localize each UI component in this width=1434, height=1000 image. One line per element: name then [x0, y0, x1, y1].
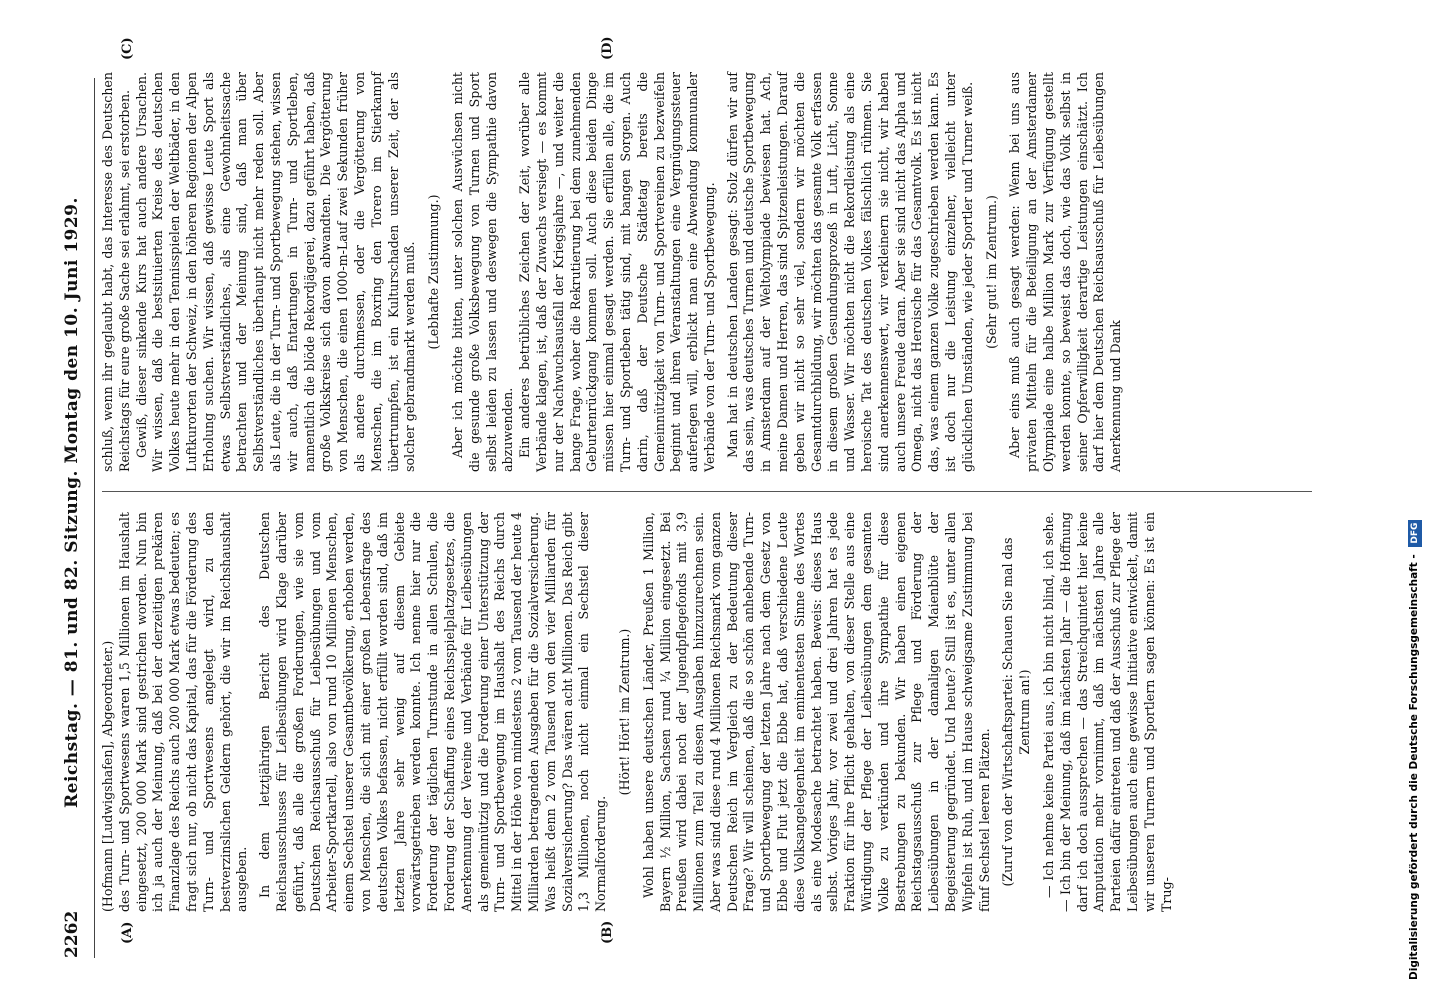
credit-text: Digitalisierung gefördert durch die Deutsche Forschungsgemeinschaft -	[1408, 554, 1420, 980]
paragraph: Aber eins muß auch gesagt werden: Wenn bei uns aus privaten Mitteln für die Beteiligung an der Amsterdamer Olympiade eine halbe Million Mark zur Verfügung gestellt werden konnte, so beweist das doch, wie das Volk selbst in seiner Opferwilligkeit derartige Leistungen einschätzt. Ich darf hier dem Deutschen Reichsausschuß für Leibesübungen Anerkennung und Dank	[1007, 72, 1124, 472]
paragraph: Man hat in deutschen Landen gesagt: Stolz dürfen wir auf das sein, was deutsches Turnen und deutsche Sportbewegung in Amsterdam auf der Weltolympiade bewiesen hat. Ach, meine Damen und Herren, das sind Spitzenleistungen. Darauf geben wir nicht so sehr viel, sondern wir möchten die Gesamtdurchbildung, wir möchten das gesamte Volk erfassen in diesem großen Gesundungsprozeß in Luft, Licht, Sonne und Wasser. Wir möchten nicht die Rekordleistung als eine heroische Tat des deutschen Volkes fälschlich rühmen. Sie sind anerkennenswert, wir verkleinern sie nicht, wir haben auch unsere Freude daran. Aber sie sind nicht das Alpha und Omega, nicht das Heroische für das Gesamtvolk. Es ist nicht das, was einem ganzen Volke zugeschrieben werden kann. Es ist doch nur die Leistung einzelner, vielleicht unter glücklichen Umständen, wie jeder Sportler und Turner weiß.	[724, 72, 975, 472]
interjection: (Sehr gut! im Zentrum.)	[983, 195, 999, 349]
column-divider	[102, 491, 1312, 492]
page-title: Reichstag. — 81. und 82. Sitzung. Montag den 10. Juni 1929.	[62, 197, 82, 808]
margin-marker-a: (A)	[120, 921, 135, 944]
paragraph: Wohl haben unsere deutschen Länder, Preußen 1 Million, Bayern ½ Million, Sachsen rund ¼ Million eingesetzt. Bei Preußen wird dabei noch der Jugendpflegefonds mit 3,9 Millionen zum Teil zu diesen Ausgaben hinzuzurechnen sein. Aber was sind diese rund 4 Millionen Reichsmark vom ganzen Deutschen Reich im Vergleich zu der Bedeutung dieser Frage? Wir will scheinen, daß die so schön anhebende Turn- und Sportbewegung der letzten Jahre nach dem Gesetz von Ebbe und Flut jetzt die Ebbe hat, daß verschiedene Leute diese Volksangelegenheit im eminentesten Sinne des Wortes als eine Modesache betrachtet haben. Beweis: dieses Haus selbst. Voriges Jahr, vor zwei und drei Jahren hat es jede Fraktion für ihre Pflicht gehalten, von dieser Stelle aus eine Würdigung der Pflege der Leibesübungen dem gesamten Volke zu verkünden und ihre Sympathie für diese Bestrebungen zu bekunden. Wir haben einen eigenen Reichstagsausschuß zur Pflege und Förderung der Leibesübungen in der damaligen Maienblüte der Begeisterung gegründet. Und heute? Still ist es, unter allen Wipfeln ist Ruh, und im Hause schweigsame Zustimmung bei fünf Sechstel leeren Plätzen.	[640, 512, 992, 912]
paragraph: In dem letztjährigen Bericht des Deutschen Reichsausschusses für Leibesübungen wird Klage darüber geführt, daß alle die großen Forderungen, wie sie vom Deutschen Reichsausschuß für Leibesübungen und vom Arbeiter-Sportkartell, also von rund 10 Millionen Menschen, einem Sechstel unserer Gesamtbevölkerung, erhoben werden, von Menschen, die sich mit einer großen Lebensfrage des deutschen Volkes befassen, nicht erfüllt worden sind, daß im letzten Jahre sehr wenig auf diesem Gebiete vorwärtsgetrieben werden konnte. Ich nenne hier nur die Forderung der täglichen Turnstunde in allen Schulen, die Forderung der Schaffung eines Reichsspielplatzgesetzes, die Anerkennung der Vereine und Verbände für Leibesübungen als gemeinnützig und die Forderung einer Unterstützung der Turn- und Sportbewegung im Haushalt des Reichs durch Mittel in der Höhe von mindestens 2 vom Tausend der heute 4 Milliarden betragenden Ausgaben für die Sozialversicherung. Was heißt denn 2 vom Tausend von den vier Milliarden für Sozialversicherung? Das wären acht Millionen. Das Reich gibt 1,3 Millionen, noch nicht einmal ein Sechstel dieser Normalforderung.	[257, 512, 609, 912]
left-column	[100, 512, 1175, 912]
interjection: (Zuruf von der Wirtschaftspartei: Schauen Sie mal das Zentrum an!)	[1000, 537, 1033, 887]
page-header	[62, 58, 90, 958]
margin-marker-b: (B)	[600, 920, 615, 944]
paragraph: des Turn- und Sportwesens waren 1,5 Millionen im Haushalt eingesetzt, 200 000 Mark sind gestrichen worden. Nun bin ich ja auch der Meinung, daß bei der derzeitigen prekären Finanzlage des Reichs auch 200 000 Mark etwas bedeuten; es fragt sich nur, ob nicht das Kapital, das für die Förderung des Turn- und Sportwesens angelegt wird, zu den bestverzinslichen Geldern gehört, die wir im Reichshaushalt ausgeben.	[116, 512, 250, 912]
header-rule	[94, 78, 95, 958]
dfg-logo: DFG	[1408, 520, 1422, 547]
paragraph: schluß, wenn ihr geglaubt habt, das Interesse des Deutschen Reichstags für eure große Sache sei erlahmt, sei erstorben.	[100, 72, 132, 472]
margin-marker-c: (C)	[120, 37, 135, 60]
speaker-line: (Hofmann [Ludwigshafen], Abgeordneter.)	[100, 640, 115, 912]
paragraph: Gewiß, dieser sinkende Kurs hat auch andere Ursachen. Wir wissen, daß die bestsituierten Kreise des deutschen Volkes heute mehr in den Tennisspielen der Weltbäder, in den Luftkurorten der Schweiz, in den höheren Regionen der Alpen Erholung suchen. Wir wissen, daß gewisse Leute Sport als etwas Selbstverständliches, als eine Gewohnheitssache betrachten und der Meinung sind, daß man über Selbstverständliches überhaupt nicht mehr reden soll. Aber als Leute, die in der Turn- und Sportbewegung stehen, wissen wir auch, daß Entartungen in Turn- und Sportleben, namentlich die blöde Rekordjägerei, dazu geführt haben, daß große Volkskreise sich davon abwandten. Die Vergötterung von Menschen, die einen 1000-m-Lauf zwei Sekunden früher als andere durchmessen, oder die Vergötterung von Menschen, die im Boxring den Torero im Stierkampf übertrumpfen, ist ein Kulturschaden unserer Zeit, der als solcher gebrandmarkt werden muß.	[133, 72, 418, 472]
margin-marker-d: (D)	[600, 36, 615, 60]
page-number: 2262	[62, 910, 82, 958]
interjection: (Lebhafte Zustimmung.)	[426, 194, 442, 350]
paragraph: Aber ich möchte bitten, unter solchen Auswüchsen nicht die gesunde große Volksbewegung von Turnen und Sport selbst leiden zu lassen und deswegen die Sympathie davon abzuwenden.	[449, 72, 516, 472]
paragraph: Ein anderes betrübliches Zeichen der Zeit, worüber alle Verbände klagen, ist, daß der Zuwachs versiegt — es kommt nur der Nachwuchsausfall der Kriegsjahre —, und weiter die bange Frage, woher die Rekrutierung bei dem zunehmenden Geburtenrückgang kommen soll. Auch diese beiden Dinge müssen hier einmal gesagt werden. Sie erfüllen alle, die im Turn- und Sportleben tätig sind, mit bangen Sorgen. Auch darin, daß der Deutsche Städtetag bereits die Gemeinnützigkeit von Turn- und Sportvereinen zu bezweifeln beginnt und ihren Veranstaltungen eine Vergnügungssteuer auferlegen will, erblickt man eine Abwendung kommunaler Verbände von der Turn- und Sportbewegung.	[517, 72, 717, 472]
interjection: (Hört! Hört! im Zentrum.)	[616, 628, 632, 796]
right-column	[100, 72, 1125, 472]
digitization-credit	[1404, 40, 1424, 980]
paragraph: — Ich nehme keine Partei aus, ich bin nicht blind, ich sehe. — Ich bin der Meinung, daß im nächsten Jahr — die Hoffnung darf ich doch aussprechen — das Streichquintett hier keine Amputation mehr vornimmt, daß im nächsten Jahre alle Parteien dafür eintreten und daß der Ausschuß zur Pflege der Leibesübungen auch eine gewisse Initiative entwickelt, damit wir unseren Turnern und Sportlern sagen können: Es ist ein Trug-	[1041, 512, 1174, 912]
